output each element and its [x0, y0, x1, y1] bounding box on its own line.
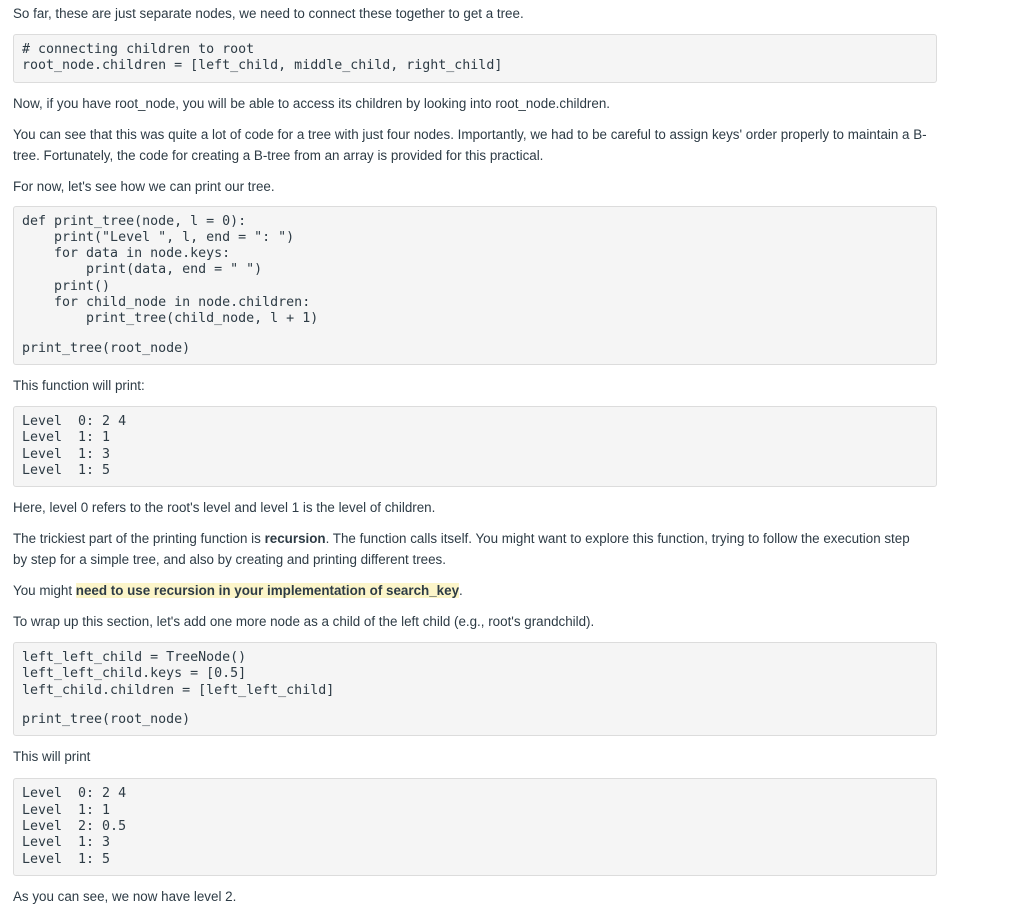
output-block-2 [13, 778, 937, 875]
code-print-tree-def: def print_tree(node, l = 0): print("Level ", l, end = ": ") for data in node.keys: print(data, end = " ") print() for child_node in node.children: print_tree(child_node, l + 1) [22, 213, 319, 327]
code-grandchild-body: left_left_child = TreeNode() left_left_child.keys = [0.5] left_child.children = [left_left_child] [22, 650, 335, 698]
code-block-connect-children [13, 34, 937, 83]
paragraph-search-key [13, 580, 938, 601]
paragraph-level-meaning: Here, level 0 refers to the root's level and level 1 is the level of children. [13, 500, 436, 516]
recursion-text-a: The trickiest part of the printing function is [13, 531, 265, 547]
btree-note-line1: You can see that this was quite a lot of code for a tree with just four nodes. Importantly, we had to be careful to assign keys' order properly to maintain a B- [13, 126, 927, 142]
output-levels-2: Level 0: 2 4 Level 1: 1 Level 2: 0.5 Level 1: 3 Level 1: 5 [22, 786, 127, 867]
btree-note-line2: tree. Fortunately, the code for creating a B-tree from an array is provided for this practical. [13, 147, 544, 163]
recursion-line2: by step for a simple tree, and also by creating and printing different trees. [13, 552, 446, 568]
code-grandchild-call: print_tree(root_node) [22, 712, 191, 728]
document-page [0, 3, 938, 907]
paragraph-recursion [13, 528, 938, 570]
paragraph-conclusion: As you can see, we now have level 2. [13, 888, 237, 904]
recursion-bold: recursion [264, 531, 326, 547]
paragraph-btree-note [13, 124, 938, 166]
code-block-print-tree [13, 206, 937, 365]
paragraph-wrap-up: To wrap up this section, let's add one more node as a child of the left child (e.g., root's grandchild). [13, 614, 595, 630]
code-print-tree-call: print_tree(root_node) [22, 340, 191, 356]
output-levels-1: Level 0: 2 4 Level 1: 1 Level 1: 3 Level 1: 5 [22, 413, 127, 478]
search-key-text-a: You might [13, 583, 76, 599]
search-key-highlight: need to use recursion in your implementation of search_key [75, 583, 460, 599]
paragraph-will-print: This will print [13, 749, 91, 765]
paragraph-print-intro: For now, let's see how we can print our tree. [13, 178, 275, 194]
paragraph-intro: So far, these are just separate nodes, we need to connect these together to get a tree. [13, 6, 524, 21]
paragraph-access-children: Now, if you have root_node, you will be able to access its children by looking into root_node.children. [13, 95, 610, 111]
paragraph-function-output: This function will print: [13, 377, 145, 393]
code-connect-children: # connecting children to root root_node.children = [left_child, middle_child, right_child] [22, 42, 503, 74]
output-block-1 [13, 406, 937, 487]
recursion-text-b: . The function calls itself. You might want to explore this function, trying to follow the execution step [325, 531, 910, 547]
search-key-text-b: . [459, 583, 463, 599]
code-block-grandchild [13, 642, 937, 736]
